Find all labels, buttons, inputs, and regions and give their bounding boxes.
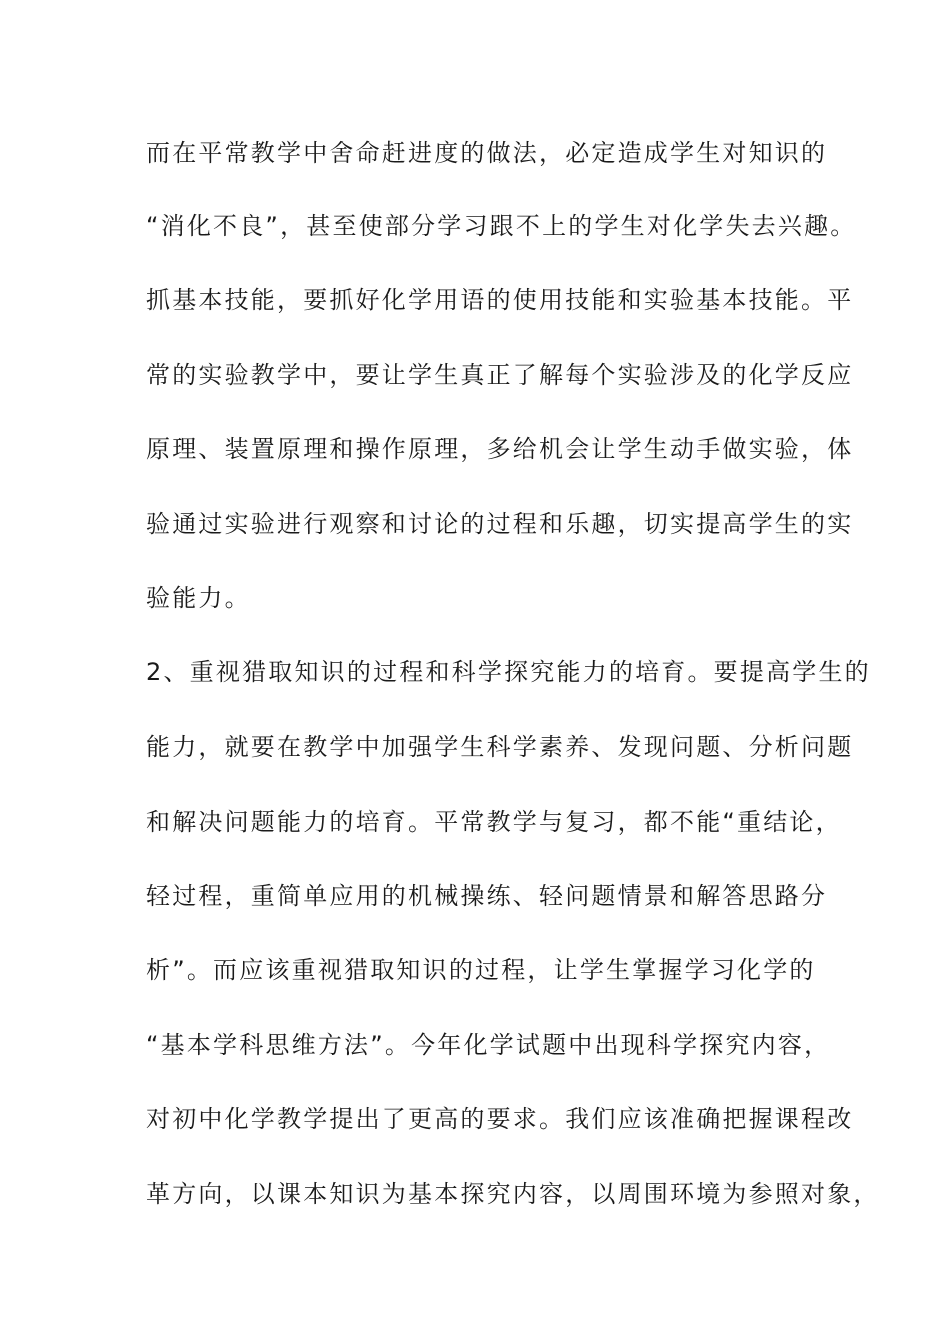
text-line: “消化不良”，甚至使部分学习跟不上的学生对化学失去兴趣。 bbox=[146, 212, 857, 240]
text-line: 验通过实验进行观察和讨论的过程和乐趣，切实提高学生的实 bbox=[146, 510, 854, 538]
text-line: “基本学科思维方法”。今年化学试题中出现科学探究内容， bbox=[146, 1031, 831, 1059]
text-line: 2、重视猎取知识的过程和科学探究能力的培育。要提高学生的 bbox=[146, 658, 871, 686]
text-line: 验能力。 bbox=[146, 584, 251, 612]
text-line: 常的实验教学中，要让学生真正了解每个实验涉及的化学反应 bbox=[146, 361, 854, 389]
text-line: 轻过程，重简单应用的机械操练、轻问题情景和解答思路分 bbox=[146, 882, 828, 910]
text-line: 析”。而应该重视猎取知识的过程，让学生掌握学习化学的 bbox=[146, 956, 816, 984]
text-line: 能力，就要在教学中加强学生科学素养、发现问题、分析问题 bbox=[146, 733, 854, 761]
text-line: 原理、装置原理和操作原理，多给机会让学生动手做实验，体 bbox=[146, 435, 854, 463]
text-line: 和解决问题能力的培育。平常教学与复习，都不能“重结论， bbox=[146, 808, 842, 836]
text-line: 革方向，以课本知识为基本探究内容，以周围环境为参照对象， bbox=[146, 1180, 880, 1208]
text-line: 而在平常教学中舍命赶进度的做法，必定造成学生对知识的 bbox=[146, 139, 828, 167]
text-line: 对初中化学教学提出了更高的要求。我们应该准确把握课程改 bbox=[146, 1105, 854, 1133]
text-line: 抓基本技能，要抓好化学用语的使用技能和实验基本技能。平 bbox=[146, 286, 854, 314]
